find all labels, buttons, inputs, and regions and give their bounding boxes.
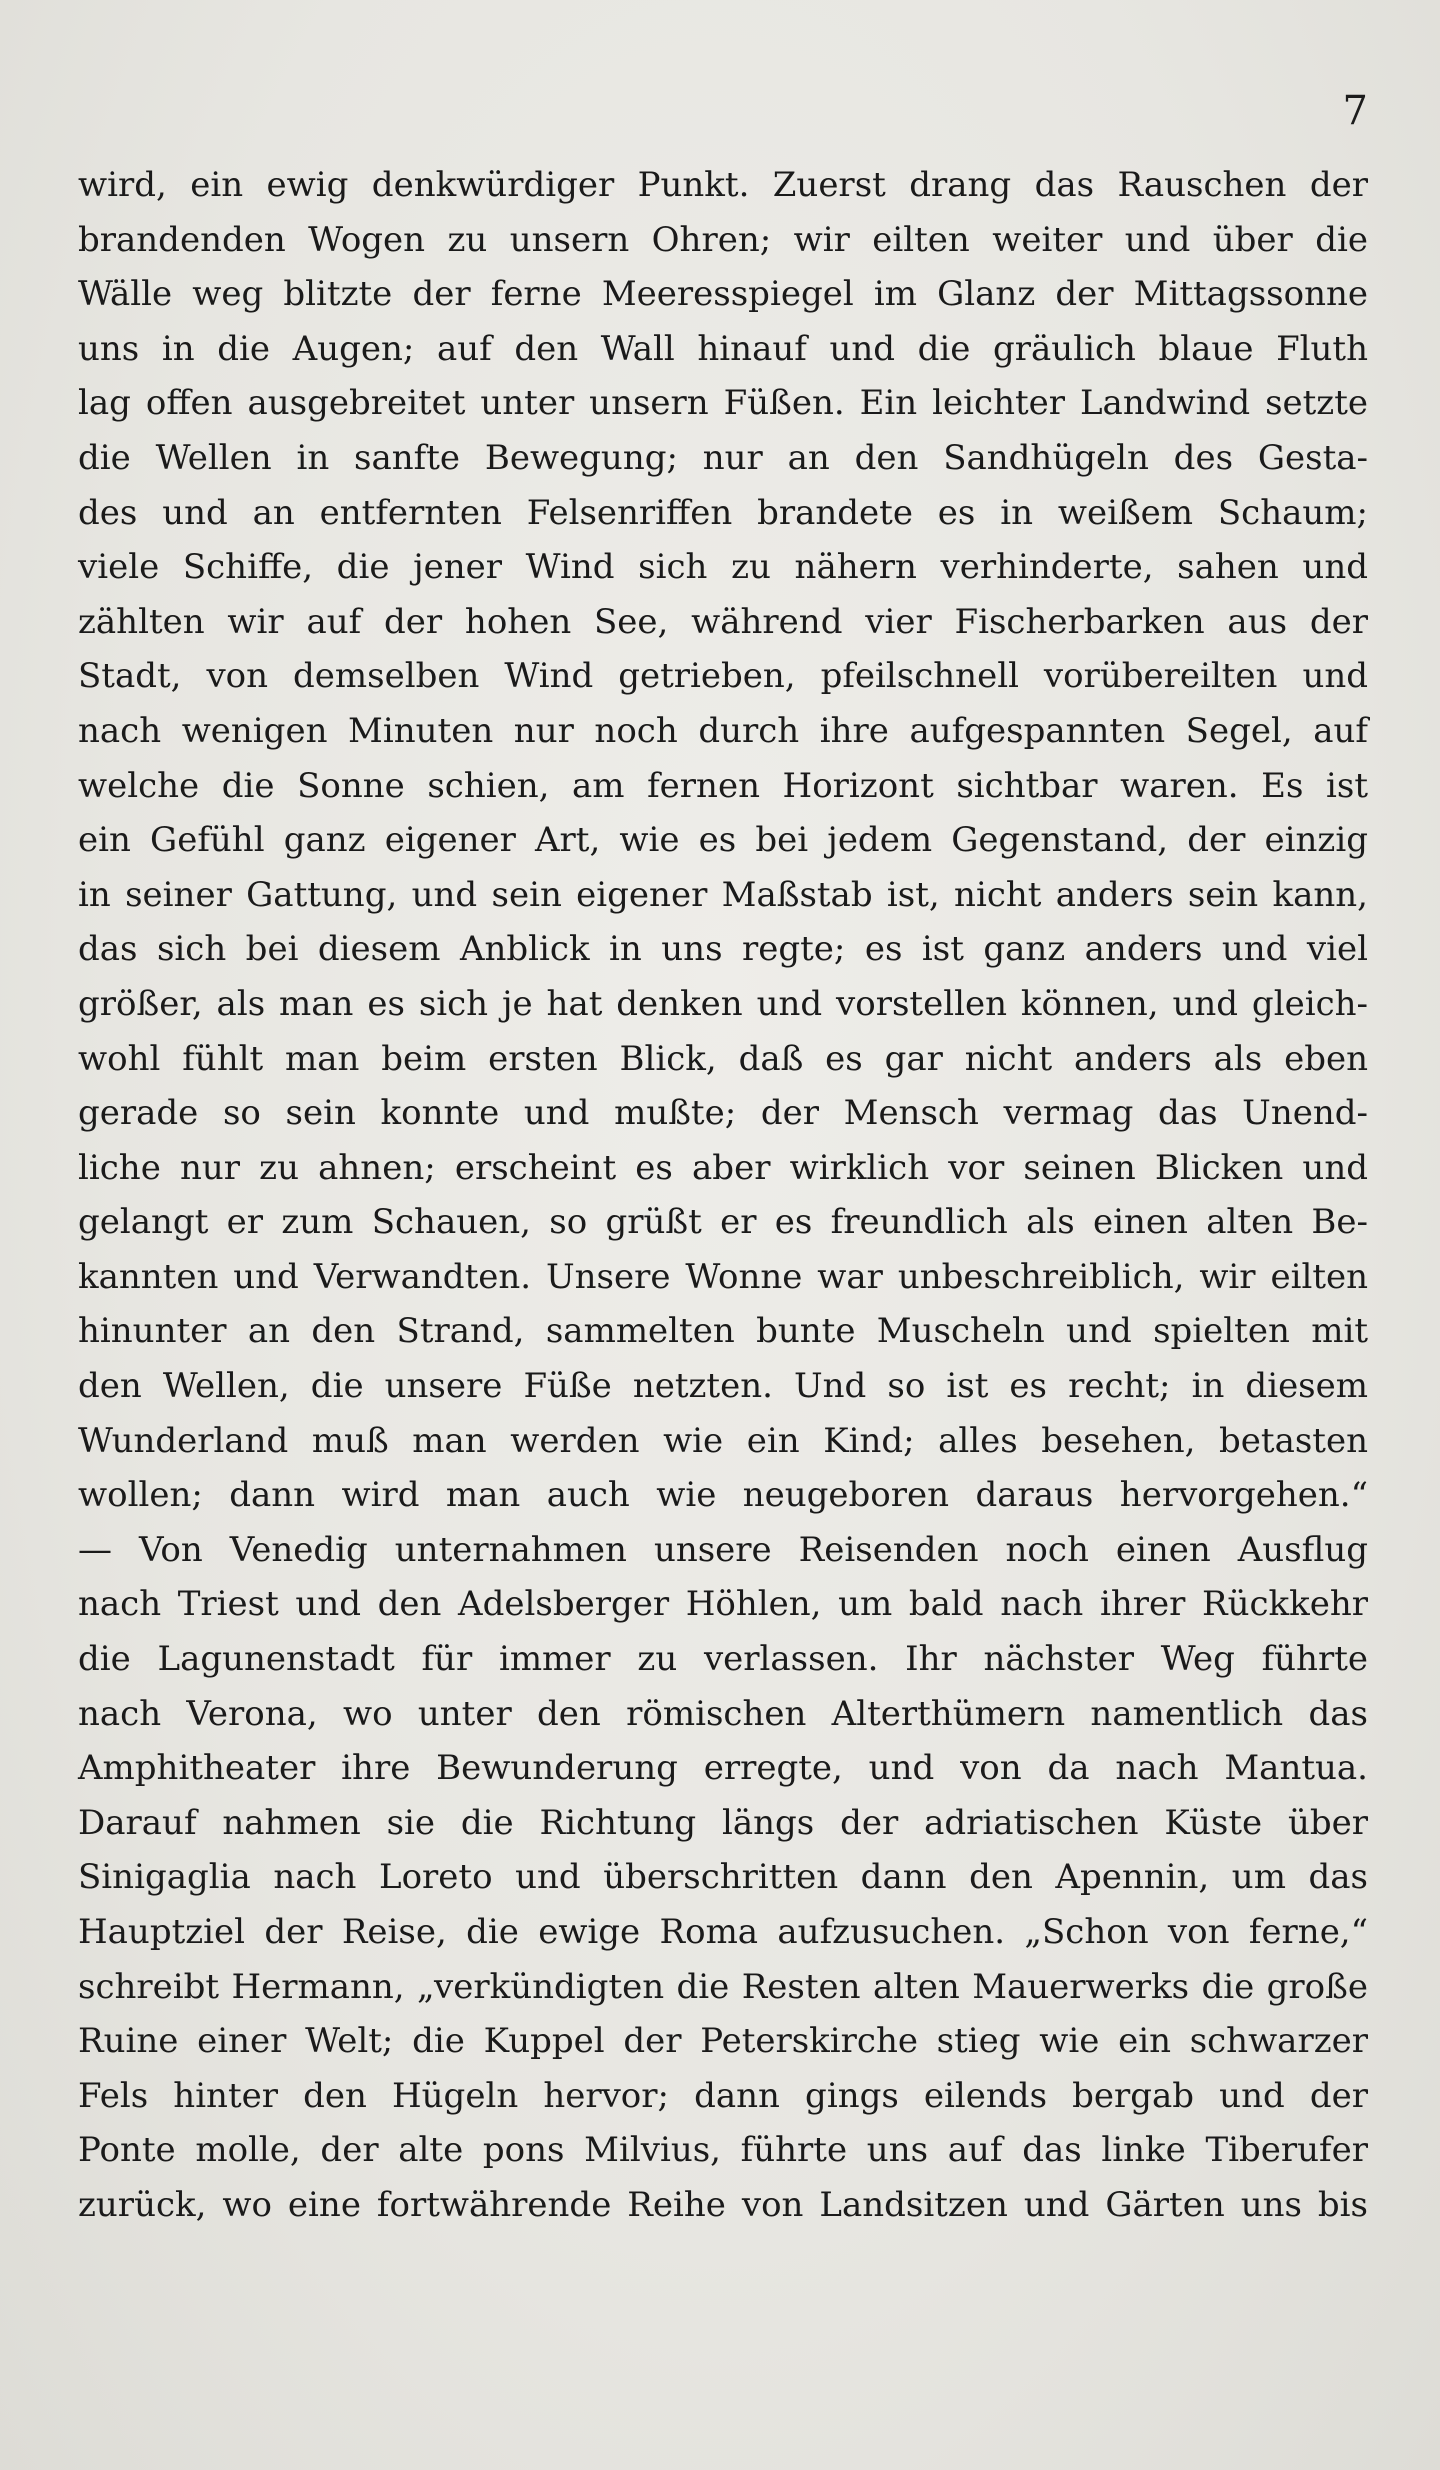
text-line: Hauptziel der Reise, die ewige Roma aufzusuchen. „Schon von ferne,“	[78, 1912, 1368, 1952]
text-line: nach wenigen Minuten nur noch durch ihre aufgespannten Segel, auf	[78, 710, 1368, 751]
text-line: uns in die Augen; auf den Wall hinauf und die gräulich blaue Fluth	[78, 328, 1368, 369]
text-line: des und an entfernten Felsenriffen brandete es in weißem Schaum;	[78, 492, 1368, 533]
text-line: nach Verona, wo unter den römischen Alterthümern namentlich das	[78, 1693, 1368, 1734]
text-line: lag offen ausgebreitet unter unsern Füßen. Ein leichter Landwind setzte	[78, 383, 1368, 424]
text-line: Darauf nahmen sie die Richtung längs der adriatischen Küste über	[78, 1802, 1368, 1843]
text-line: Amphitheater ihre Bewunderung erregte, und von da nach Mantua.	[78, 1748, 1368, 1789]
text-line: wird, ein ewig denkwürdiger Punkt. Zuerst drang das Rauschen der	[78, 165, 1368, 205]
text-line: gelangt er zum Schauen, so grüßt er es freundlich als einen alten Be-	[78, 1202, 1368, 1243]
text-line: schreibt Hermann, „verkündigten die Resten alten Mauerwerks die große	[78, 1966, 1368, 2007]
text-line: die Wellen in sanfte Bewegung; nur an den Sandhügeln des Gesta-	[78, 437, 1368, 478]
text-line: wollen; dann wird man auch wie neugeboren daraus hervorgehen.“	[78, 1475, 1368, 1516]
text-line: größer, als man es sich je hat denken und vorstellen können, und gleich-	[78, 983, 1368, 1024]
text-line: zurück, wo eine fortwährende Reihe von Landsitzen und Gärten uns bis	[78, 2184, 1368, 2225]
text-line: Wunderland muß man werden wie ein Kind; alles besehen, betasten	[78, 1420, 1368, 1461]
text-line: zählten wir auf der hohen See, während vier Fischerbarken aus der	[78, 601, 1368, 642]
text-line: das sich bei diesem Anblick in uns regte; es ist ganz anders und viel	[78, 929, 1368, 970]
page-number: 7	[1342, 88, 1368, 134]
text-line: hinunter an den Strand, sammelten bunte Muscheln und spielten mit	[78, 1311, 1368, 1352]
text-line: ein Gefühl ganz eigener Art, wie es bei jedem Gegenstand, der einzig	[78, 820, 1368, 861]
text-line: gerade so sein konnte und mußte; der Mensch vermag das Unend-	[78, 1093, 1368, 1134]
text-line: viele Schiffe, die jener Wind sich zu nähern verhinderte, sahen und	[78, 547, 1368, 588]
text-line: Stadt, von demselben Wind getrieben, pfeilschnell vorübereilten und	[78, 656, 1368, 697]
text-line: — Von Venedig unternahmen unsere Reisenden noch einen Ausflug	[78, 1529, 1368, 1570]
text-line: welche die Sonne schien, am fernen Horizont sichtbar waren. Es ist	[78, 765, 1368, 806]
text-line: wohl fühlt man beim ersten Blick, daß es gar nicht anders als eben	[78, 1038, 1368, 1079]
text-line: kannten und Verwandten. Unsere Wonne war unbeschreiblich, wir eilten	[78, 1256, 1368, 1297]
text-line: nach Triest und den Adelsberger Höhlen, um bald nach ihrer Rückkehr	[78, 1584, 1368, 1625]
text-line: brandenden Wogen zu unsern Ohren; wir eilten weiter und über die	[78, 219, 1368, 260]
text-line: die Lagunenstadt für immer zu verlassen. Ihr nächster Weg führte	[78, 1639, 1368, 1680]
text-line: Wälle weg blitzte der ferne Meeresspiegel im Glanz der Mittagssonne	[78, 274, 1368, 315]
text-line: Ponte molle, der alte pons Milvius, führte uns auf das linke Tiberufer	[78, 2130, 1368, 2171]
text-line: Ruine einer Welt; die Kuppel der Peterskirche stieg wie ein schwarzer	[78, 2021, 1368, 2062]
text-line: liche nur zu ahnen; erscheint es aber wirklich vor seinen Blicken und	[78, 1147, 1368, 1188]
text-line: Fels hinter den Hügeln hervor; dann gings eilends bergab und der	[78, 2075, 1368, 2116]
text-line: Sinigaglia nach Loreto und überschritten dann den Apennin, um das	[78, 1857, 1368, 1898]
page-body-text	[78, 158, 1368, 2233]
text-line: den Wellen, die unsere Füße netzten. Und so ist es recht; in diesem	[78, 1366, 1368, 1407]
text-line: in seiner Gattung, und sein eigener Maßstab ist, nicht anders sein kann,	[78, 874, 1368, 915]
